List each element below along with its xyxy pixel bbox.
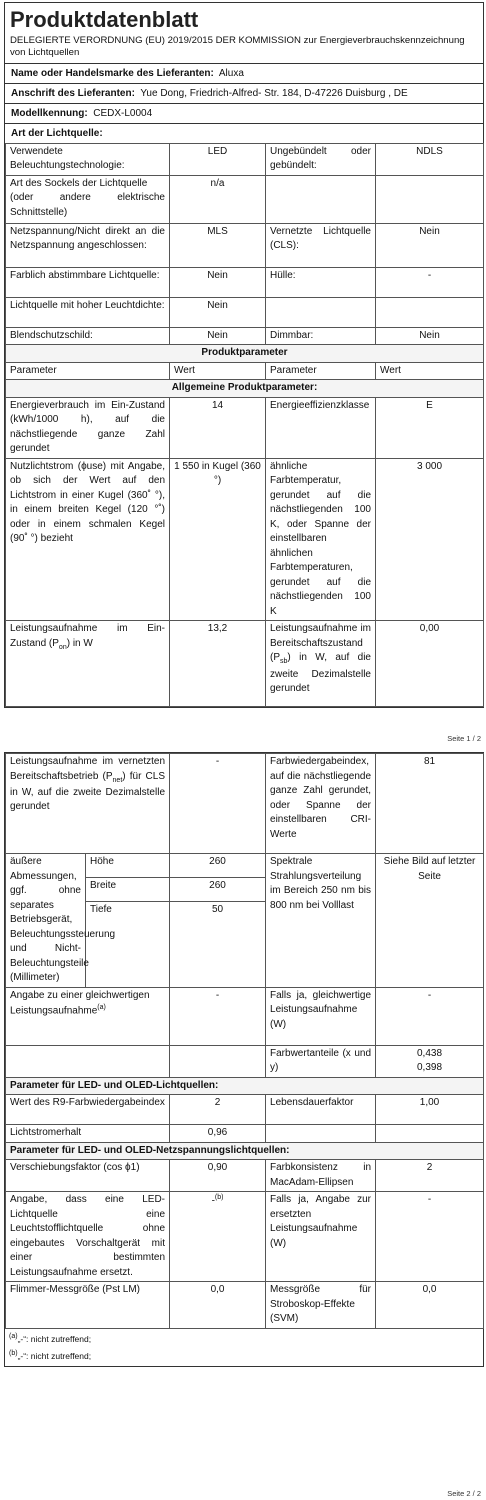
cct-value: 3 000: [376, 458, 484, 621]
on-mode-power-label: Leistungsaufnahme im Ein-Zustand $(P_{on})$ in W: [6, 621, 170, 707]
replaced-power-label: Falls ja, Angabe zur ersetzten Leistungsaufnahme (W): [266, 1192, 376, 1282]
flicker-value: 0,0: [170, 1282, 266, 1329]
depth-value: 50: [170, 901, 266, 987]
light-source-table: [5, 143, 484, 708]
displacement-factor-value: 0,90: [170, 1160, 266, 1192]
page-number-1: Seite 1 / 2: [447, 734, 481, 743]
standby-power-value: 0,00: [376, 621, 484, 707]
height-label: Höhe: [86, 854, 170, 878]
empty-cell: [376, 297, 484, 327]
networked-standby-value: -: [170, 754, 266, 854]
tech-label: Verwendete Beleuchtungstechnologie:: [6, 143, 170, 175]
flicker-label: Flimmer-Messgröße (Pst LM): [6, 1282, 170, 1329]
empty-cell: [6, 1045, 170, 1077]
survival-factor-label: Lebensdauerfaktor: [266, 1095, 376, 1125]
glare-value: Nein: [170, 327, 266, 345]
equivalent-power-w-value: -: [376, 987, 484, 1045]
header: [5, 3, 483, 64]
r9-value: 2: [170, 1095, 266, 1125]
tunable-label: Farblich abstimmbare Lichtquelle:: [6, 267, 170, 297]
supplier-name-label: Name oder Handelsmarke des Lieferanten:: [11, 67, 214, 79]
empty-cell: [376, 175, 484, 223]
r9-label: Wert des R9-Farbwiedergabeindex: [6, 1095, 170, 1125]
page-1: [4, 2, 484, 708]
displacement-factor-label: Verschiebungsfaktor (cos ϕ1): [6, 1160, 170, 1192]
spectral-value: Siehe Bild auf letzter Seite: [376, 854, 484, 988]
empty-cell: [376, 1125, 484, 1143]
model-label: Modellkennung:: [11, 107, 88, 119]
supplier-address-label: Anschrift des Lieferanten:: [11, 87, 135, 99]
networked-standby-label: Leistungsaufnahme im vernetzten Bereitschaftsbetrieb $(P_{net})$ für CLS in W, auf die zweite Dezimalstelle gerundet: [6, 754, 170, 854]
led-replaces-fluorescent-value: -$^{(b)}$: [170, 1192, 266, 1282]
light-source-type-heading: Art der Lichtquelle:: [11, 127, 103, 139]
envelope-value: -: [376, 267, 484, 297]
hld-label: Lichtquelle mit hoher Leuchtdichte:: [6, 297, 170, 327]
tech-value: LED: [170, 143, 266, 175]
regulation-subtitle: DELEGIERTE VERORDNUNG (EU) 2019/2015 DER KOMMISSION zur Energieverbrauchskennzeichnung von Lichtquellen: [10, 35, 465, 59]
page-title: Produktdatenblatt: [10, 7, 199, 32]
colour-consistency-label: Farbkonsistenz in MacAdam-Ellipsen: [266, 1160, 376, 1192]
efficiency-class-label: Energieeffizienzklasse: [266, 397, 376, 458]
dimmable-value: Nein: [376, 327, 484, 345]
dimensions-label: äußere Abmessungen, ggf. ohne separates Betriebsgerät, Beleuchtungssteuerung und Nicht-Beleuchtungsteile (Millimeter): [6, 854, 86, 988]
model-row: [5, 104, 483, 124]
replaced-power-value: -: [376, 1192, 484, 1282]
survival-factor-value: 1,00: [376, 1095, 484, 1125]
cri-value: 81: [376, 754, 484, 854]
equivalent-power-w-label: Falls ja, gleichwertige Leistungsaufnahme (W): [266, 987, 376, 1045]
lumen-maintenance-value: 0,96: [170, 1125, 266, 1143]
led-replaces-fluorescent-label: Angabe, dass eine LED-Lichtquelle eine Leuchtstofflichtquelle ohne eingebautes Vorschaltgerät mit einer bestimmten Leistungsaufnahme ersetzt.: [6, 1192, 170, 1282]
lumen-maintenance-label: Lichtstromerhalt: [6, 1125, 170, 1143]
empty-cell: [266, 1125, 376, 1143]
width-value: 260: [170, 877, 266, 901]
cls-value: Nein: [376, 223, 484, 267]
page-2: [4, 752, 484, 1367]
mls-parameters-heading: Parameter für LED- und OLED-Netzspannungslichtquellen:: [6, 1142, 484, 1160]
col-header-parameter-2: Parameter: [266, 362, 376, 380]
chromaticity-value: 0,438 0,398: [376, 1045, 484, 1077]
tunable-value: Nein: [170, 267, 266, 297]
efficiency-class-value: E: [376, 397, 484, 458]
equivalent-power-value: -: [170, 987, 266, 1045]
chromaticity-label: Farbwertanteile (x und y): [266, 1045, 376, 1077]
footnote-a: $^{(a)}$„-“: nicht zutreffend;: [9, 1332, 92, 1344]
luminous-flux-label: Nutzlichtstrom (ϕuse) mit Angabe, ob sich der Wert auf den Lichtstrom in einer Kugel (360˚ °), in einem breiten Kegel (120 °˚) oder in einem schmalen Kegel (90˚ °) bezieht: [6, 458, 170, 621]
mains-value: MLS: [170, 223, 266, 267]
model-id: CEDX-L0004: [93, 107, 153, 119]
footnote-b: $^{(b)}$„-“: nicht zutreffend;: [9, 1350, 92, 1361]
supplier-name-row: [5, 64, 483, 84]
led-parameters-heading: Parameter für LED- und OLED-Lichtquellen:: [6, 1077, 484, 1095]
directional-value: NDLS: [376, 143, 484, 175]
empty-cell: [266, 175, 376, 223]
supplier-name: Aluxa: [218, 67, 244, 79]
mains-label: Netzspannung/Nicht direkt an die Netzspannung angeschlossen:: [6, 223, 170, 267]
spectral-label: Spektrale Strahlungsverteilung im Bereich 250 nm bis 800 nm bei Volllast: [266, 854, 376, 988]
directional-label: Ungebündelt oder gebündelt:: [266, 143, 376, 175]
empty-cell: [266, 297, 376, 327]
hld-value: Nein: [170, 297, 266, 327]
energy-consumption-value: 14: [170, 397, 266, 458]
supplier-address-row: [5, 84, 483, 104]
general-parameters-heading: Allgemeine Produktparameter:: [6, 380, 484, 398]
colour-consistency-value: 2: [376, 1160, 484, 1192]
dimmable-label: Dimmbar:: [266, 327, 376, 345]
empty-cell: [170, 1045, 266, 1077]
energy-consumption-label: Energieverbrauch im Ein-Zustand (kWh/1000 h), auf die nächstliegende ganze Zahl gerundet: [6, 397, 170, 458]
cls-label: Vernetzte Lichtquelle (CLS):: [266, 223, 376, 267]
luminous-flux-value: 1 550 in Kugel (360 °): [170, 458, 266, 621]
col-header-parameter: Parameter: [6, 362, 170, 380]
depth-label: Tiefe: [86, 901, 170, 987]
svm-value: 0,0: [376, 1282, 484, 1329]
standby-power-label: Leistungsaufnahme im Bereitschaftszustand $(P_{sb})$ in W, auf die zweite Dezimalstelle gerundet: [266, 621, 376, 707]
cap-value: n/a: [170, 175, 266, 223]
equivalent-power-label: Angabe zu einer gleichwertigen Leistungsaufnahme$^{(a)}$: [6, 987, 170, 1045]
product-parameters-heading: Produktparameter: [6, 345, 484, 363]
height-value: 260: [170, 854, 266, 878]
col-header-value-2: Wert: [376, 362, 484, 380]
col-header-value: Wert: [170, 362, 266, 380]
on-mode-power-value: 13,2: [170, 621, 266, 707]
page-number-2: Seite 2 / 2: [447, 1489, 481, 1498]
envelope-label: Hülle:: [266, 267, 376, 297]
supplier-address: Yue Dong, Friedrich-Alfred- Str. 184, D-47226 Duisburg , DE: [140, 87, 408, 99]
parameters-table-2: [5, 753, 484, 1329]
footnotes: [5, 1329, 483, 1366]
cap-label: Art des Sockels der Lichtquelle (oder andere elektrische Schnittstelle): [6, 175, 170, 223]
cct-label: ähnliche Farbtemperatur, gerundet auf die nächstliegenden 100 K, oder Spanne der einstellbaren ähnlichen Farbtemperaturen, gerundet auf die nächstliegenden 100 K: [266, 458, 376, 621]
glare-label: Blendschutzschild:: [6, 327, 170, 345]
cri-label: Farbwiedergabeindex, auf die nächstliegende ganze Zahl gerundet, oder Spanne der einstellbaren CRI-Werte: [266, 754, 376, 854]
svm-label: Messgröße für Stroboskop-Effekte (SVM): [266, 1282, 376, 1329]
width-label: Breite: [86, 877, 170, 901]
